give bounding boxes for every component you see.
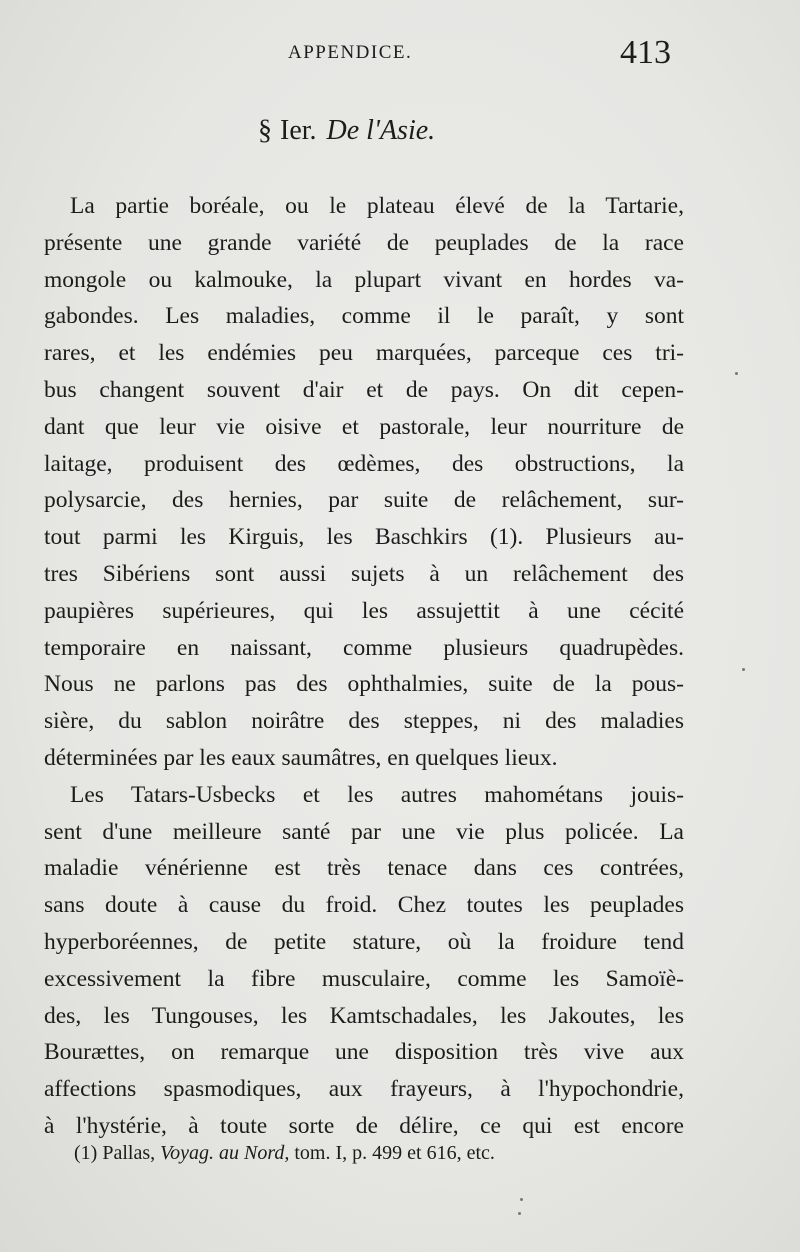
text-line: sent d'une meilleure santé par une vie plus policée. La [44,818,684,845]
paper-speck [518,1212,521,1215]
text-line: Les Tatars-Usbecks et les autres mahométans jouis- [70,781,684,808]
text-line: à l'hystérie, à toute sorte de délire, ce qui est encore [44,1112,684,1139]
text-line: bus changent souvent d'air et de pays. On dit cepen- [44,376,684,403]
footnote [74,1142,495,1165]
section-heading [258,115,435,147]
text-line: rares, et les endémies peu marquées, parceque ces tri- [44,340,684,367]
paper-speck [735,372,738,375]
footnote-marker: (1) [74,1142,98,1164]
paper-speck [520,1198,523,1201]
text-line: laitage, produisent des œdèmes, des obstructions, la [44,450,684,477]
text-line: hyperboréennes, de petite stature, où la froidure tend [44,928,684,955]
footnote-reference: tom. I, p. 499 et 616, etc. [294,1142,495,1164]
paragraph-1 [44,188,684,777]
text-line: maladie vénérienne est très tenace dans ces contrées, [44,855,684,882]
text-line: mongole ou kalmouke, la plupart vivant en hordes va- [44,266,684,293]
page-number: 413 [620,34,671,71]
text-line: paupières supérieures, qui les assujettit à une cécité [44,597,684,624]
paper-speck [742,668,745,671]
text-line: des, les Tungouses, les Kamtschadales, les Jakoutes, les [44,1002,684,1029]
text-line: tres Sibériens sont aussi sujets à un relâchement des [44,560,684,587]
text-line: Bourættes, on remarque une disposition très vive aux [44,1039,684,1066]
text-line: affections spasmodiques, aux frayeurs, à l'hypochondrie, [44,1076,684,1103]
text-line: dant que leur vie oisive et pastorale, leur nourriture de [44,413,684,440]
text-line: gabondes. Les maladies, comme il le paraît, y sont [44,303,684,330]
paragraph-2 [44,777,684,1145]
text-line: Nous ne parlons pas des ophthalmies, suite de la pous- [44,671,684,698]
text-line: déterminées par les eaux saumâtres, en quelques lieux. [44,744,558,771]
text-line: temporaire en naissant, comme plusieurs quadrupèdes. [44,634,684,661]
text-line: La partie boréale, ou le plateau élevé de la Tartarie, [70,193,684,219]
section-symbol: § [258,115,272,146]
text-line: tout parmi les Kirguis, les Baschkirs (1). Plusieurs au- [44,524,684,551]
body-text [44,188,684,1145]
page-header [0,34,800,76]
text-line: excessivement la fibre musculaire, comme les Samoïè- [44,965,684,992]
footnote-work: Voyag. au Nord, [160,1142,290,1164]
section-ordinal: Ier. [280,115,317,146]
footnote-author: Pallas, [102,1142,156,1164]
running-head: APPENDICE. [288,42,413,63]
section-title: De l'Asie. [326,115,436,146]
text-line: sans doute à cause du froid. Chez toutes les peuplades [44,892,684,919]
text-line: présente une grande variété de peuplades de la race [44,229,684,256]
text-line: sière, du sablon noirâtre des steppes, ni des maladies [44,708,684,735]
text-line: polysarcie, des hernies, par suite de relâchement, sur- [44,487,684,514]
